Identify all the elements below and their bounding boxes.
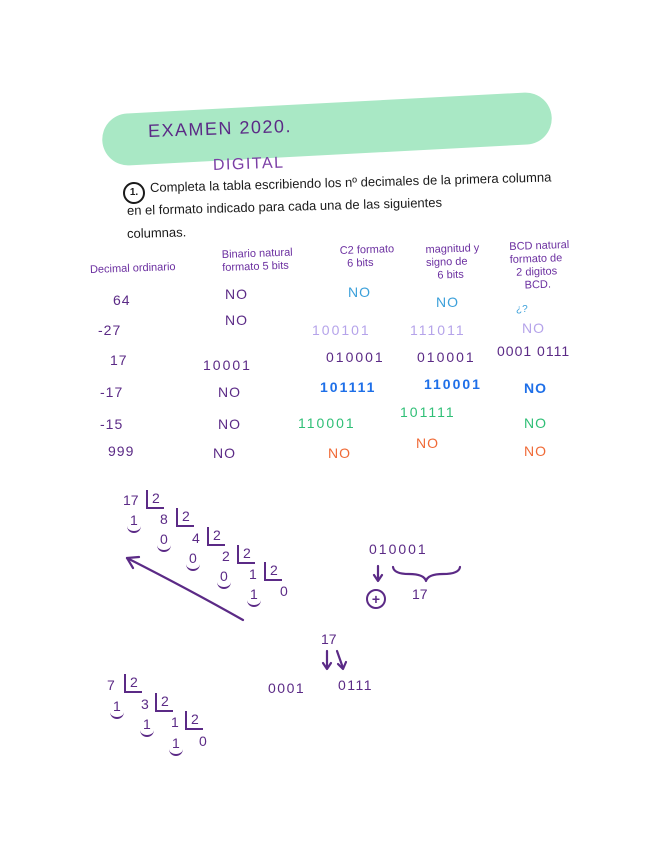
header-sign-magnitude bbox=[425, 242, 480, 283]
header-line: BCD natural bbox=[509, 238, 570, 254]
statement-line: Completa la tabla escribiendo los nº decimales de la primera columna bbox=[149, 169, 552, 195]
c2-cell: NO bbox=[348, 284, 371, 300]
binary-5bit-cell: NO bbox=[225, 312, 248, 328]
divisor: 2 bbox=[237, 545, 255, 564]
divisor: 2 bbox=[124, 674, 142, 693]
c2-cell: NO bbox=[328, 445, 351, 461]
bcd-split-arrows-icon bbox=[323, 651, 346, 669]
magnitude-value: 17 bbox=[412, 586, 428, 602]
header-c2 bbox=[340, 243, 395, 271]
c2-cell: 010001 bbox=[326, 349, 385, 365]
bcd-cell: NO bbox=[524, 415, 547, 431]
divisor: 2 bbox=[176, 508, 194, 527]
header-bcd bbox=[509, 239, 571, 293]
plus-circle-icon: + bbox=[366, 589, 386, 609]
divisor: 2 bbox=[155, 693, 173, 712]
quotient: 2 bbox=[222, 548, 230, 564]
divisor: 2 bbox=[146, 490, 164, 509]
bcd-digit: 0001 bbox=[268, 680, 306, 696]
header-line: Decimal ordinario bbox=[89, 261, 176, 276]
c2-cell: 110001 bbox=[298, 415, 356, 431]
bcd-cell: 0001 0111 bbox=[497, 343, 571, 359]
quotient: 3 bbox=[141, 696, 149, 712]
header-line: Binario natural bbox=[221, 246, 293, 262]
header-line: 6 bits bbox=[437, 268, 464, 282]
quotient: 1 bbox=[249, 566, 257, 582]
decimal-cell: 999 bbox=[108, 443, 135, 459]
header-line: C2 formato bbox=[339, 243, 395, 258]
remainder: 1 bbox=[172, 735, 180, 751]
bcd-cell: NO bbox=[522, 320, 545, 336]
quotient: 0 bbox=[199, 733, 207, 749]
down-arrow-icon bbox=[374, 566, 382, 581]
subject-heading: DIGITAL bbox=[212, 154, 285, 174]
decimal-cell: -17 bbox=[100, 384, 124, 400]
decimal-cell: -15 bbox=[100, 416, 124, 432]
remainder: 0 bbox=[189, 550, 197, 566]
dividend: 7 bbox=[107, 677, 115, 693]
exercise-number: 1. bbox=[123, 182, 145, 204]
remainder: 1 bbox=[113, 698, 121, 714]
divisor: 2 bbox=[185, 711, 203, 730]
statement-line: columnas. bbox=[126, 224, 187, 241]
sign-magnitude-cell: NO bbox=[436, 294, 459, 310]
header-line: BCD. bbox=[524, 278, 552, 292]
remainder: 1 bbox=[143, 716, 151, 732]
divisor: 2 bbox=[264, 562, 282, 581]
quotient: 4 bbox=[192, 530, 200, 546]
binary-5bit-cell: 10001 bbox=[203, 357, 252, 373]
header-line: 6 bits bbox=[346, 256, 374, 270]
binary-5bit-cell: NO bbox=[218, 384, 241, 400]
quotient: 1 bbox=[171, 714, 179, 730]
bcd-decimal: 17 bbox=[321, 631, 337, 647]
c2-cell: 101111 bbox=[320, 379, 377, 395]
sign-magnitude-cell: 111011 bbox=[410, 322, 466, 338]
remainder: 0 bbox=[160, 531, 168, 547]
decimal-cell: 64 bbox=[113, 292, 131, 308]
remainder: 1 bbox=[130, 512, 138, 528]
header-line: signo de bbox=[425, 255, 468, 269]
decimal-cell: -27 bbox=[98, 322, 122, 338]
remainder: 1 bbox=[250, 586, 258, 602]
divisor: 2 bbox=[207, 527, 225, 546]
brace-icon bbox=[393, 567, 460, 581]
bcd-cell: NO bbox=[524, 380, 547, 396]
sign-magnitude-cell: 110001 bbox=[424, 376, 482, 392]
header-line: magnitud y bbox=[425, 242, 480, 257]
binary-5bit-cell: NO bbox=[225, 286, 248, 302]
sign-magnitude-cell: NO bbox=[416, 435, 439, 451]
quotient: 0 bbox=[280, 583, 288, 599]
statement-line: en el formato indicado para cada una de las siguientes bbox=[126, 194, 443, 218]
binary-value: 010001 bbox=[369, 541, 428, 557]
header-decimal bbox=[90, 261, 176, 277]
bcd-cell: NO bbox=[524, 443, 547, 459]
header-line: formato 5 bits bbox=[222, 259, 290, 274]
sign-magnitude-cell: 010001 bbox=[417, 349, 476, 365]
sign-magnitude-cell: 101111 bbox=[400, 404, 456, 420]
dividend: 17 bbox=[123, 492, 139, 508]
exam-title: EXAMEN 2020. bbox=[147, 115, 293, 141]
decimal-cell: 17 bbox=[110, 352, 128, 368]
bcd-cell: ¿? bbox=[516, 304, 528, 315]
bcd-digit: 0111 bbox=[338, 677, 374, 693]
remainder: 0 bbox=[220, 568, 228, 584]
quotient: 8 bbox=[160, 511, 168, 527]
binary-5bit-cell: NO bbox=[218, 416, 241, 432]
header-binary-5bit bbox=[222, 247, 294, 275]
binary-5bit-cell: NO bbox=[213, 445, 236, 461]
header-line: 2 digitos bbox=[515, 265, 558, 279]
c2-cell: 100101 bbox=[312, 322, 371, 338]
header-line: formato de bbox=[509, 252, 563, 267]
